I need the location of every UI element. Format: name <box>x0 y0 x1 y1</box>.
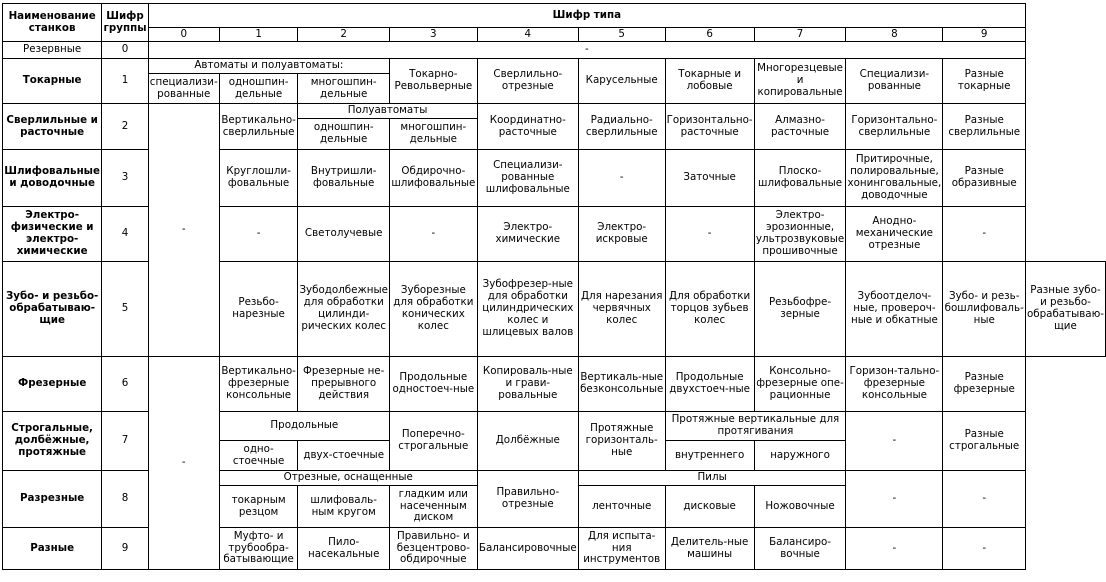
cutting-c8: - <box>846 471 943 528</box>
machine-classification-table <box>2 3 1106 570</box>
row-name-planing: Строгальные, долбёжные, протяжные <box>3 412 102 471</box>
grinding-c6: Заточные <box>665 150 754 207</box>
type-code-3: 3 <box>389 28 477 42</box>
misc-c9: - <box>943 528 1026 570</box>
row-name-cutting: Разрезные <box>3 471 102 528</box>
turning-c1: одношпин-дельные <box>219 74 298 104</box>
milling-c8: Горизон-тально-фрезерные консольные <box>846 357 943 412</box>
drilling-c7: Алмазно-расточные <box>754 104 846 150</box>
planing-c1: одно-стоечные <box>219 441 298 471</box>
row-name-drilling: Сверлильные и расточные <box>3 104 102 150</box>
gear-c5: Для обработки торцов зубьев колес <box>665 262 754 357</box>
milling-c9: Разные фрезерные <box>943 357 1026 412</box>
gear-c7: Зубоотделоч-ные, проверoч-ные и обкатные <box>846 262 943 357</box>
row-name-reserve: Резервные <box>3 42 102 59</box>
type-code-1: 1 <box>219 28 298 42</box>
row-name-gear: Зубо- и резьбо-обрабатываю-щие <box>3 262 102 357</box>
planing-vert-span: Протяжные вертикальные для протягивания <box>665 412 846 441</box>
milling-c5: Вертикаль-ные безконсольные <box>578 357 665 412</box>
gear-c0: Резьбо-нарезные <box>219 262 298 357</box>
type-code-5: 5 <box>578 28 665 42</box>
milling-c2: Фрезерные не-прерывного действия <box>298 357 390 412</box>
grinding-c2: Внутришли-фовальные <box>298 150 390 207</box>
gear-c3: Зубофрезер-ные для обработки цилиндрических колес и шлицевых валов <box>477 262 578 357</box>
cutting-c3: гладким или насеченным диском <box>389 486 477 528</box>
grinding-c4: Специализи-рованные шлифовальные <box>477 150 578 207</box>
planing-c3: Поперечно-строгальные <box>389 412 477 471</box>
turning-c6: Токарные и лобовые <box>665 59 754 104</box>
milling-c4: Копироваль-ные и грави-ровальные <box>477 357 578 412</box>
reserve-value: - <box>148 42 1025 59</box>
drilling-c6: Горизонтально-расточные <box>665 104 754 150</box>
cutting-saws-span: Пилы <box>578 471 845 486</box>
row-code-electro: 4 <box>102 207 148 262</box>
type-code-6: 6 <box>665 28 754 42</box>
misc-c8: - <box>846 528 943 570</box>
planing-c7: наружного <box>754 441 846 471</box>
gear-c4: Для нарезания червячных колес <box>578 262 665 357</box>
electro-c3: - <box>389 207 477 262</box>
dash-col0-groups-2-4: - <box>148 104 219 357</box>
cutting-c4: Правильно-отрезные <box>477 471 578 528</box>
misc-c2: Пило-насекальные <box>298 528 390 570</box>
turning-c8: Специализи-рованные <box>846 59 943 104</box>
turning-c5: Карусельные <box>578 59 665 104</box>
grinding-c1: Круглошли-фовальные <box>219 150 298 207</box>
misc-c5: Для испыта-ния инструментов <box>578 528 665 570</box>
row-name-turning: Токарные <box>3 59 102 104</box>
turning-c3: Токарно-Револьверные <box>389 59 477 104</box>
row-code-turning: 1 <box>102 59 148 104</box>
milling-c6: Продольные двухстоеч-ные <box>665 357 754 412</box>
electro-c8: Анодно-механические отрезные <box>846 207 943 262</box>
turning-c0: специализи-рованные <box>148 74 219 104</box>
drilling-semi-span: Полуавтоматы <box>298 104 477 119</box>
misc-c4: Балансировочные <box>477 528 578 570</box>
milling-c7: Консольно-фрезерные опе-рационные <box>754 357 846 412</box>
milling-c3: Продольные одностоеч-ные <box>389 357 477 412</box>
grinding-c9: Разные образивные <box>943 150 1026 207</box>
row-code-reserve: 0 <box>102 42 148 59</box>
gear-c2: Зуборезные для обработки конических колес <box>389 262 477 357</box>
milling-c1: Вертикально-фрезерные консольные <box>219 357 298 412</box>
turning-c4: Сверлильно-отрезные <box>477 59 578 104</box>
header-type: Шифр типа <box>148 4 1025 28</box>
cutting-equip-span: Отрезные, оснащенные <box>219 471 477 486</box>
drilling-c8: Горизонтально-сверлильные <box>846 104 943 150</box>
drilling-c1: Вертикально-сверлильные <box>219 104 298 150</box>
drilling-c9: Разные сверлильные <box>943 104 1026 150</box>
dash-col0-groups-6-9: - <box>148 357 219 570</box>
row-code-misc: 9 <box>102 528 148 570</box>
planing-c6: внутреннего <box>665 441 754 471</box>
header-group: Шифр группы <box>102 4 148 42</box>
cutting-c1: токарным резцом <box>219 486 298 528</box>
header-name: Наименование станков <box>3 4 102 42</box>
planing-c5: Протяжные горизонталь-ные <box>578 412 665 471</box>
drilling-c2: одношпин-дельные <box>298 119 390 150</box>
grinding-c7: Плоско-шлифовальные <box>754 150 846 207</box>
electro-c2: Светолучевые <box>298 207 390 262</box>
cutting-c9: - <box>943 471 1026 528</box>
planing-long-span: Продольные <box>219 412 389 441</box>
grinding-c3: Обдирочно-шлифовальные <box>389 150 477 207</box>
gear-c9: Разные зубо- и резьбо-обрабатываю-щие <box>1025 262 1105 357</box>
misc-c7: Балансиро-вочные <box>754 528 846 570</box>
turning-c9: Разные токарные <box>943 59 1026 104</box>
cutting-c5: ленточные <box>578 486 665 528</box>
row-code-gear: 5 <box>102 262 148 357</box>
row-name-milling: Фрезерные <box>3 357 102 412</box>
cutting-c2: шлифоваль-ным кругом <box>298 486 390 528</box>
turning-c2: многошпин-дельные <box>298 74 390 104</box>
grinding-c8: Притирочные, полировальные, хонинговальные, доводочные <box>846 150 943 207</box>
planing-c9: Разные строгальные <box>943 412 1026 471</box>
drilling-c5: Радиально-сверлильные <box>578 104 665 150</box>
type-code-0: 0 <box>148 28 219 42</box>
gear-c6: Резьбофре-зерные <box>754 262 846 357</box>
type-code-4: 4 <box>477 28 578 42</box>
drilling-c4: Координатно-расточные <box>477 104 578 150</box>
electro-c6: - <box>665 207 754 262</box>
row-name-misc: Разные <box>3 528 102 570</box>
type-code-2: 2 <box>298 28 390 42</box>
planing-c4: Долбёжные <box>477 412 578 471</box>
electro-c5: Электро-искровые <box>578 207 665 262</box>
electro-c01: - <box>219 207 298 262</box>
type-code-9: 9 <box>943 28 1026 42</box>
cutting-c6: дисковые <box>665 486 754 528</box>
row-code-planing: 7 <box>102 412 148 471</box>
type-code-7: 7 <box>754 28 846 42</box>
grinding-c5: - <box>578 150 665 207</box>
turning-c7: Многорезцевые и копировальные <box>754 59 846 104</box>
type-code-8: 8 <box>846 28 943 42</box>
misc-c6: Делитель-ные машины <box>665 528 754 570</box>
row-code-milling: 6 <box>102 357 148 412</box>
turning-auto-span: Автоматы и полуавтоматы: <box>148 59 389 74</box>
row-code-grinding: 3 <box>102 150 148 207</box>
row-code-cutting: 8 <box>102 471 148 528</box>
row-code-drilling: 2 <box>102 104 148 150</box>
electro-c9: - <box>943 207 1026 262</box>
planing-c2: двух-стоечные <box>298 441 390 471</box>
row-name-electro: Электро-физические и электро-химические <box>3 207 102 262</box>
misc-c1: Муфто- и трубообра-батывающие <box>219 528 298 570</box>
electro-c4: Электро-химические <box>477 207 578 262</box>
misc-c3: Правильно- и безцентрово-обдирочные <box>389 528 477 570</box>
row-name-grinding: Шлифовальные и доводочные <box>3 150 102 207</box>
cutting-c7: Ножовочные <box>754 486 846 528</box>
drilling-c3: многошпин-дельные <box>389 119 477 150</box>
planing-c8: - <box>846 412 943 471</box>
gear-c1: Зубодолбежные для обработки цилинди-рических колес <box>298 262 390 357</box>
gear-c8: Зубо- и резь-бошлифоваль-ные <box>943 262 1026 357</box>
electro-c7: Электро-эрозионные, ультрозвуковые прошивочные <box>754 207 846 262</box>
